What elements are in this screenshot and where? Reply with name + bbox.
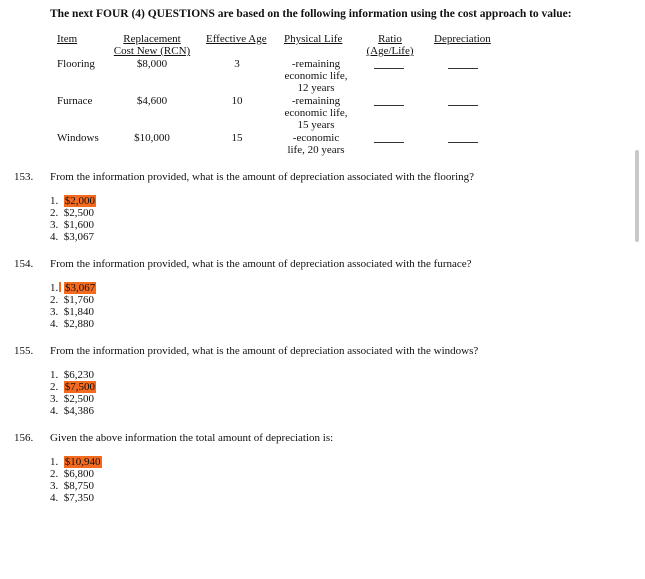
answer-option[interactable]	[50, 207, 94, 219]
option-number: 2.	[50, 381, 59, 393]
row-furnace-life-3: 15 years	[297, 119, 335, 131]
row-furnace-life-2: economic life,	[284, 107, 348, 119]
answer-option[interactable]	[50, 468, 94, 480]
highlighted-answer: $10,940	[64, 456, 101, 468]
row-windows-ratio-blank	[374, 142, 404, 143]
text-cursor-icon	[59, 282, 61, 292]
row-windows-life-1: -economic	[292, 132, 340, 144]
option-number: 4.	[50, 405, 59, 417]
question-text: From the information provided, what is the amount of depreciation associated with the windows?	[50, 345, 479, 357]
option-number: 2.	[50, 468, 59, 480]
option-number: 4.	[50, 231, 59, 243]
header-physical-life: Physical Life	[284, 33, 343, 45]
answer-option[interactable]	[50, 294, 94, 306]
vertical-scrollbar[interactable]	[635, 150, 639, 242]
question-number: 156.	[14, 432, 34, 444]
option-value: $1,760	[63, 294, 94, 306]
option-number: 4.	[50, 318, 59, 330]
row-flooring-depreciation-blank	[448, 68, 478, 69]
option-number: 1.	[50, 456, 59, 468]
option-value: $2,500	[63, 207, 94, 219]
answer-option[interactable]	[50, 381, 96, 393]
option-value: $3,067	[63, 231, 94, 243]
header-item: Item	[57, 33, 78, 45]
answer-option[interactable]	[50, 405, 94, 417]
question-text: From the information provided, what is the amount of depreciation associated with the flooring?	[50, 171, 475, 183]
header-effective-age: Effective Age	[206, 33, 267, 45]
option-value: $6,230	[63, 369, 94, 381]
option-value: $7,350	[63, 492, 94, 504]
answer-option[interactable]	[50, 306, 94, 318]
row-furnace-depreciation-blank	[448, 105, 478, 106]
row-furnace-age: 10	[231, 95, 243, 107]
option-value: $6,800	[63, 468, 94, 480]
option-number: 2.	[50, 294, 59, 306]
option-value: $1,840	[63, 306, 94, 318]
header-depreciation: Depreciation	[434, 33, 491, 45]
option-number: 2.	[50, 207, 59, 219]
question-text: From the information provided, what is the amount of depreciation associated with the furnace?	[50, 258, 472, 270]
page-heading: The next FOUR (4) QUESTIONS are based on the following information using the cost approach to value:	[50, 8, 572, 20]
option-number: 4.	[50, 492, 59, 504]
option-value: $1,600	[63, 219, 94, 231]
option-value: $2,500	[63, 393, 94, 405]
option-number: 3.	[50, 219, 59, 231]
row-flooring-life-1: -remaining	[291, 58, 341, 70]
answer-option[interactable]	[50, 492, 94, 504]
row-windows-age: 15	[231, 132, 243, 144]
header-ratio-line2: (Age/Life)	[366, 45, 414, 57]
row-windows-depreciation-blank	[448, 142, 478, 143]
question-number: 155.	[14, 345, 34, 357]
row-furnace-rcn: $4,600	[136, 95, 168, 107]
answer-option[interactable]	[50, 282, 96, 294]
row-furnace-ratio-blank	[374, 105, 404, 106]
header-ratio-line1: Ratio	[378, 33, 402, 45]
question-number: 153.	[14, 171, 34, 183]
answer-option[interactable]	[50, 480, 94, 492]
option-number: 1.	[50, 195, 59, 207]
option-value: $8,750	[63, 480, 94, 492]
highlighted-answer: $2,000	[64, 195, 95, 207]
option-number: 3.	[50, 393, 59, 405]
row-flooring-age: 3	[234, 58, 240, 70]
answer-option[interactable]	[50, 318, 94, 330]
option-number: 1.	[50, 282, 59, 294]
option-value: $2,880	[63, 318, 94, 330]
option-number: 3.	[50, 306, 59, 318]
answer-option[interactable]	[50, 195, 96, 207]
highlighted-answer: $7,500	[64, 381, 95, 393]
header-rcn-line1: Replacement	[123, 33, 181, 45]
row-flooring-ratio-blank	[374, 68, 404, 69]
answer-option[interactable]	[50, 231, 94, 243]
question-text: Given the above information the total amount of depreciation is:	[50, 432, 334, 444]
row-windows-item: Windows	[57, 132, 99, 144]
header-rcn-line2: Cost New (RCN)	[113, 45, 191, 57]
row-flooring-rcn: $8,000	[136, 58, 168, 70]
answer-option[interactable]	[50, 456, 102, 468]
row-windows-life-2: life, 20 years	[287, 144, 345, 156]
question-number: 154.	[14, 258, 34, 270]
answer-option[interactable]	[50, 219, 94, 231]
option-number: 3.	[50, 480, 59, 492]
option-number: 1.	[50, 369, 59, 381]
row-flooring-item: Flooring	[57, 58, 95, 70]
row-flooring-life-2: economic life,	[284, 70, 348, 82]
row-windows-rcn: $10,000	[134, 132, 170, 144]
answer-option[interactable]	[50, 393, 94, 405]
row-furnace-life-1: -remaining	[291, 95, 341, 107]
answer-option[interactable]	[50, 369, 94, 381]
row-furnace-item: Furnace	[57, 95, 93, 107]
row-flooring-life-3: 12 years	[297, 82, 335, 94]
highlighted-answer: $3,067	[65, 282, 96, 294]
option-value: $4,386	[63, 405, 94, 417]
